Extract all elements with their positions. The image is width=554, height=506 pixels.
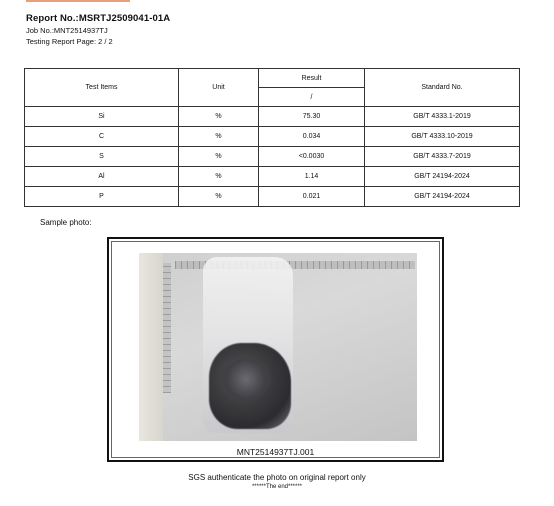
sample-photo-label: Sample photo:	[40, 218, 92, 227]
table-row	[25, 107, 520, 127]
header-result-sub: /	[259, 88, 365, 107]
table-row	[25, 167, 520, 187]
report-page: Testing Report Page: 2 / 2	[26, 37, 113, 46]
table-row	[25, 147, 520, 167]
photo-frame	[107, 237, 444, 462]
cell-result: 1.14	[259, 167, 365, 187]
header-unit: Unit	[179, 69, 259, 107]
cell-result: 0.021	[259, 187, 365, 207]
cell-item: Al	[25, 167, 179, 187]
table-row	[25, 127, 520, 147]
report-number: Report No.:MSRTJ2509041-01A	[26, 13, 171, 24]
cell-standard: GB/T 24194-2024	[365, 167, 520, 187]
cell-standard: GB/T 4333.7-2019	[365, 147, 520, 167]
photo-paper-edge	[139, 253, 163, 441]
header-test-items: Test Items	[25, 69, 179, 107]
results-table	[24, 68, 520, 207]
cell-unit: %	[179, 107, 259, 127]
table-row	[25, 187, 520, 207]
cell-unit: %	[179, 187, 259, 207]
photo-caption: MNT2514937TJ.001	[236, 447, 315, 457]
header-standard: Standard No.	[365, 69, 520, 107]
cell-standard: GB/T 4333.10-2019	[365, 127, 520, 147]
top-accent-rule	[26, 0, 130, 2]
end-marker: ******The end******	[251, 484, 303, 490]
photo-ruler-left	[163, 263, 171, 393]
sample-photo	[139, 253, 417, 441]
header-result: Result	[259, 69, 365, 88]
cell-standard: GB/T 4333.1-2019	[365, 107, 520, 127]
photo-sample-highlight	[221, 359, 271, 399]
cell-standard: GB/T 24194-2024	[365, 187, 520, 207]
job-number: Job No.:MNT2514937TJ	[26, 26, 108, 35]
report-header	[26, 13, 170, 47]
cell-result: 0.034	[259, 127, 365, 147]
authenticate-note: SGS authenticate the photo on original report only	[188, 473, 366, 482]
cell-unit: %	[179, 127, 259, 147]
cell-item: C	[25, 127, 179, 147]
cell-item: P	[25, 187, 179, 207]
cell-item: Si	[25, 107, 179, 127]
cell-unit: %	[179, 147, 259, 167]
cell-result: <0.0030	[259, 147, 365, 167]
cell-item: S	[25, 147, 179, 167]
cell-result: 75.30	[259, 107, 365, 127]
photo-frame-inner	[111, 241, 440, 458]
cell-unit: %	[179, 167, 259, 187]
